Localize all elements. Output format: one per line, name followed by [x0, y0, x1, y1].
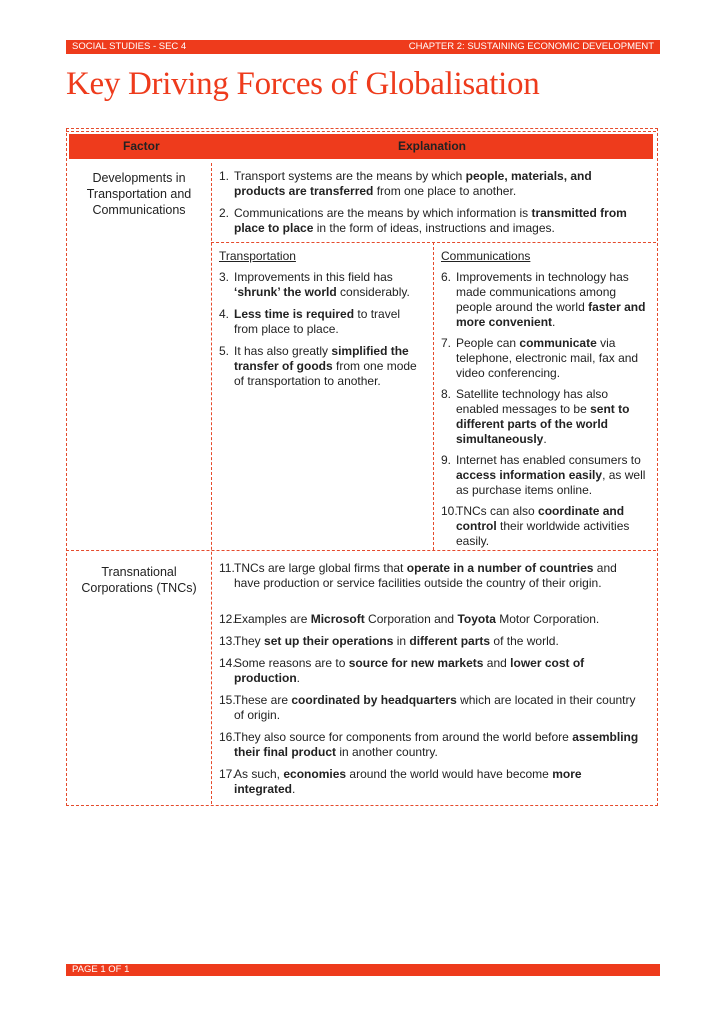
header-subject: SOCIAL STUDIES - SEC 4 — [72, 41, 187, 52]
item-text-run: to travel from place to place. — [234, 307, 401, 336]
item-text-run: in another country. — [336, 745, 438, 759]
explanation-item — [219, 612, 639, 627]
page-header-bar — [66, 40, 660, 54]
item-emphasis: Toyota — [457, 612, 496, 626]
item-text-run: Improvements in technology has made communications among people around the world — [456, 270, 629, 314]
explanation-item — [219, 730, 639, 760]
row-divider-tnc — [66, 550, 656, 551]
item-emphasis: lower cost of production — [234, 656, 585, 685]
item-number: 10. — [441, 504, 458, 518]
item-number: 15. — [219, 693, 236, 707]
item-number: 3. — [219, 270, 230, 284]
subsection-divider — [433, 242, 434, 550]
item-text — [219, 634, 639, 649]
item-text-run: Transport systems are the means by which — [234, 169, 466, 183]
item-text-run: considerably. — [336, 285, 410, 299]
factor-transport-communications: Developments in Transportation and Communications — [86, 171, 192, 217]
item-emphasis: transmitted from place to place — [234, 206, 627, 235]
item-text-run: . — [543, 432, 547, 446]
item-text-run: in — [393, 634, 410, 648]
item-text-run: of the world. — [490, 634, 559, 648]
item-number: 14. — [219, 656, 236, 670]
item-text-run: around the world would have become — [346, 767, 553, 781]
item-text-run: These are — [234, 693, 292, 707]
column-header-explanation: Explanation — [398, 139, 467, 153]
item-number: 16. — [219, 730, 236, 744]
item-emphasis: access information easily — [456, 468, 603, 482]
item-text — [441, 504, 649, 549]
item-text-run: and — [483, 656, 511, 670]
page-footer-bar — [66, 964, 660, 976]
item-text-run: TNCs can also — [456, 504, 539, 518]
item-text-run: their worldwide activities easily. — [456, 519, 630, 548]
item-text-run: Improvements in this field has — [234, 270, 393, 284]
item-text-run: from one mode of transportation to another. — [234, 359, 417, 388]
explanation-item — [219, 634, 639, 649]
explanation-item — [219, 561, 639, 591]
item-text-run: It has also greatly — [234, 344, 332, 358]
column-divider — [211, 163, 212, 804]
item-text — [219, 767, 639, 797]
item-text — [219, 561, 639, 591]
item-text — [441, 270, 649, 330]
explanation-item — [441, 336, 649, 381]
item-number: 2. — [219, 206, 230, 220]
item-text — [219, 307, 427, 337]
item-text-run: Satellite technology has also enabled messages to be — [456, 387, 609, 416]
item-text-run: Some reasons are to — [234, 656, 349, 670]
subheading-transportation: Transportation — [219, 249, 296, 263]
item-emphasis: people, materials, and products are transferred — [234, 169, 592, 198]
item-emphasis: simplified the transfer of goods — [234, 344, 409, 373]
item-emphasis: economies — [283, 767, 347, 781]
item-text — [219, 270, 427, 300]
item-text — [219, 693, 639, 723]
item-number: 11. — [219, 561, 235, 575]
item-text-run: Communications are the means by which information is — [234, 206, 532, 220]
item-number: 12. — [219, 612, 236, 626]
item-text-run: Examples are — [234, 612, 311, 626]
item-number: 6. — [441, 270, 452, 284]
explanation-item — [441, 504, 649, 549]
item-emphasis: sent to different parts of the world simultaneously — [456, 402, 630, 446]
factor-tncs: Transnational Corporations (TNCs) — [81, 565, 197, 595]
subheading-communications: Communications — [441, 249, 531, 263]
item-number: 17. — [219, 767, 236, 781]
page-number: PAGE 1 OF 1 — [72, 964, 130, 975]
item-number: 13. — [219, 634, 236, 648]
explanation-item — [441, 270, 649, 330]
item-emphasis: operate in a number of countries — [406, 561, 594, 575]
header-chapter: CHAPTER 2: SUSTAINING ECONOMIC DEVELOPMENT — [408, 41, 654, 52]
explanation-item — [441, 387, 649, 447]
item-text-run: . — [292, 782, 296, 796]
explanation-item — [219, 344, 427, 389]
item-text-run: . — [296, 671, 300, 685]
item-text-run: TNCs are large global firms that — [234, 561, 407, 575]
item-text — [219, 656, 639, 686]
item-text — [219, 612, 639, 627]
item-text — [219, 344, 427, 389]
item-number: 8. — [441, 387, 452, 401]
item-number: 1. — [219, 169, 230, 183]
item-text-run: . — [552, 315, 556, 329]
item-number: 9. — [441, 453, 452, 467]
item-emphasis: source for new markets — [348, 656, 484, 670]
table-header — [69, 134, 653, 159]
item-emphasis: set up their operations — [264, 634, 394, 648]
item-text-run: They also source for components from around the world before — [234, 730, 573, 744]
item-emphasis: coordinated by headquarters — [291, 693, 457, 707]
item-emphasis: Microsoft — [310, 612, 365, 626]
item-emphasis: ‘shrunk’ the world — [234, 285, 337, 299]
explanation-item — [441, 453, 649, 498]
item-text — [441, 453, 649, 498]
item-text-run: and have production or service facilities outside the country of their origin. — [234, 561, 617, 590]
item-emphasis: different parts — [409, 634, 491, 648]
item-text — [219, 730, 639, 760]
item-text-run: , as well as purchase items online. — [456, 468, 646, 497]
item-text-run: Corporation and — [364, 612, 458, 626]
item-number: 7. — [441, 336, 452, 350]
item-emphasis: faster and more convenient — [456, 300, 646, 329]
item-text-run: Internet has enabled consumers to — [456, 453, 641, 467]
item-text-run: People can — [456, 336, 520, 350]
item-emphasis: coordinate and control — [456, 504, 625, 533]
item-number: 4. — [219, 307, 230, 321]
item-text-run: from one place to another. — [373, 184, 517, 198]
item-text-run: They — [234, 634, 265, 648]
explanation-item — [219, 656, 639, 686]
item-text-run: As such, — [234, 767, 284, 781]
item-emphasis: Less time is required — [234, 307, 355, 321]
item-text-run: via telephone, electronic mail, fax and video conferencing. — [456, 336, 639, 380]
item-text — [441, 387, 649, 447]
explanation-item — [219, 206, 639, 236]
page-title: Key Driving Forces of Globalisation — [66, 66, 540, 102]
explanation-item — [219, 169, 639, 199]
item-text-run: which are located in their country of origin. — [234, 693, 636, 722]
item-text-run: Motor Corporation. — [495, 612, 600, 626]
item-number: 5. — [219, 344, 230, 358]
item-text — [219, 169, 639, 199]
item-emphasis: communicate — [519, 336, 597, 350]
column-header-factor: Factor — [123, 139, 160, 153]
explanation-item — [219, 767, 639, 797]
item-emphasis: assembling their final product — [234, 730, 639, 759]
table-top-rule — [66, 131, 656, 132]
explanation-item — [219, 693, 639, 723]
item-text-run: in the form of ideas, instructions and images. — [313, 221, 555, 235]
explanation-item — [219, 270, 427, 300]
item-text — [219, 206, 639, 236]
item-text — [441, 336, 649, 381]
item-emphasis: more integrated — [234, 767, 582, 796]
explanation-item — [219, 307, 427, 337]
